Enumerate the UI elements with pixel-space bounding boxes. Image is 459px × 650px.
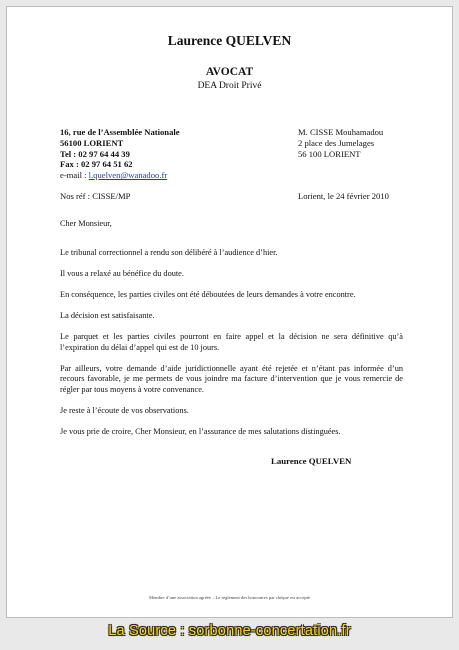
salutation: Cher Monsieur,: [60, 219, 112, 228]
email-label: e-mail :: [60, 170, 89, 181]
sender-block: [60, 127, 180, 181]
lawyer-name: Laurence QUELVEN: [167, 33, 292, 48]
sender-address-line-1: 16, rue de l’Assemblée Nationale: [60, 127, 180, 137]
body-paragraph: Il vous a relaxé au bénéfice du doute.: [60, 269, 184, 279]
recipient-name: M. CISSE Mouhamadou: [298, 127, 384, 137]
lawyer-title: AVOCAT: [205, 66, 254, 78]
signature: Laurence QUELVEN: [271, 456, 352, 466]
lawyer-specialty: DEA Droit Privé: [197, 81, 262, 91]
date-line: Lorient, le 24 février 2010: [298, 191, 389, 201]
body-paragraph: Le tribunal correctionnel a rendu son délibéré à l’audience d’hier.: [60, 248, 278, 258]
source-watermark: La Source : sorbonne-concertation.fr: [108, 623, 351, 639]
recipient-block: [298, 127, 383, 159]
sender-address-line-2: 56100 LORIENT: [60, 137, 124, 148]
sender-phone: Tel : 02 97 64 44 39: [60, 148, 130, 159]
email-link[interactable]: l.quelven@wanadoo.fr: [88, 170, 168, 181]
sender-fax: Fax : 02 97 64 51 62: [60, 159, 133, 170]
letter-body: [60, 219, 403, 448]
body-paragraph: En conséquence, les parties civiles ont été déboutées de leurs demandes à votre encontre.: [60, 290, 356, 300]
body-paragraph: Le parquet et les parties civiles pourront en faire appel et la décision ne sera définitive qu’à l’expiration du délai d’appel qui est de 10 jours.: [60, 332, 403, 352]
body-paragraph: La décision est satisfaisante.: [60, 311, 155, 321]
body-paragraph: Je reste à l’écoute de vos observations.: [60, 405, 189, 415]
recipient-address-line-2: 56 100 LORIENT: [298, 148, 361, 159]
recipient-address-line-1: 2 place des Jumelages: [298, 137, 375, 148]
footer-note: Membre d’une association agréée – Le règlement des honoraires par chèque est accepté: [149, 595, 310, 600]
body-paragraph: Par ailleurs, votre demande d’aide juridictionnelle ayant été rejetée et n’étant pas informée d’un recours favorable, je me permets de vous joindre ma facture d’intervention que je vous remercie de régler par tous moyens à votre convenance.: [60, 363, 403, 394]
reference-line: Nos réf : CISSE/MP: [60, 191, 131, 201]
letter-page: [6, 6, 453, 618]
sender-email-line: [60, 170, 180, 181]
closing-paragraph: Je vous prie de croire, Cher Monsieur, en l’assurance de mes salutations distinguées.: [60, 426, 341, 436]
